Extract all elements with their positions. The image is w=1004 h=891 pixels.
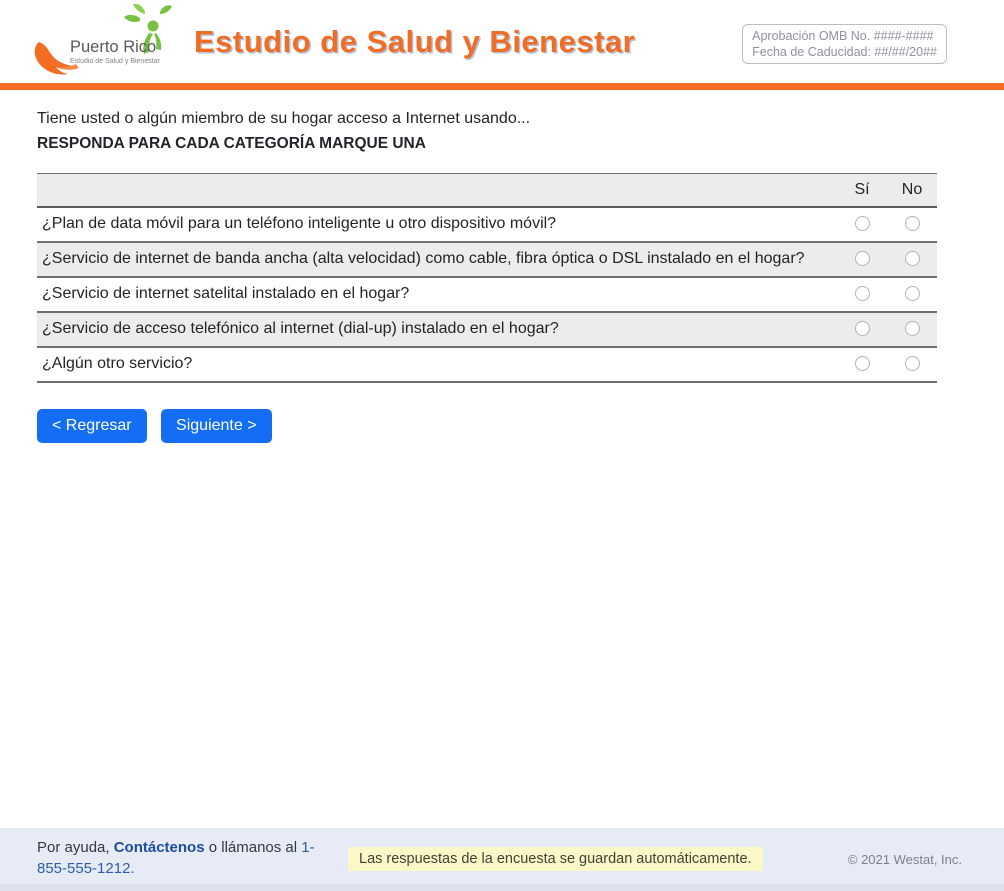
omb-approval-box (742, 24, 947, 64)
page-title: Estudio de Salud y Bienestar (194, 24, 636, 59)
question-table-body (37, 207, 937, 382)
footer-bottom-strip (0, 884, 1004, 891)
survey-content (0, 90, 1004, 443)
radio-si[interactable] (855, 321, 870, 336)
question-instruction: RESPONDA PARA CADA CATEGORÍA MARQUE UNA (37, 135, 426, 152)
table-row (37, 242, 937, 277)
question-table (37, 173, 937, 383)
radio-si[interactable] (855, 216, 870, 231)
logo-text-line1: Puerto Rico (70, 38, 157, 56)
page-footer (0, 828, 1004, 884)
help-middle: o llámanos al (204, 839, 302, 856)
row-question-label: ¿Algún otro servicio? (37, 347, 837, 382)
radio-no[interactable] (905, 216, 920, 231)
autosave-notice: Las respuestas de la encuesta se guardan automáticamente. (348, 847, 763, 871)
table-row (37, 312, 937, 347)
radio-si[interactable] (855, 356, 870, 371)
radio-no[interactable] (905, 321, 920, 336)
radio-no[interactable] (905, 286, 920, 301)
contact-us-link[interactable]: Contáctenos (113, 839, 205, 856)
radio-si[interactable] (855, 251, 870, 266)
row-question-label: ¿Servicio de acceso telefónico al internet (dial-up) instalado en el hogar? (37, 312, 837, 347)
back-button[interactable]: < Regresar (37, 409, 147, 443)
row-question-label: ¿Plan de data móvil para un teléfono inteligente u otro dispositivo móvil? (37, 207, 837, 242)
radio-no[interactable] (905, 251, 920, 266)
radio-si[interactable] (855, 286, 870, 301)
omb-number: Aprobación OMB No. ####-#### (752, 29, 934, 43)
column-header-si: Sí (837, 174, 887, 207)
copyright-text: © 2021 Westat, Inc. (847, 852, 962, 867)
next-button[interactable]: Siguiente > (161, 409, 272, 443)
row-question-label: ¿Servicio de internet satelital instalado en el hogar? (37, 277, 837, 312)
table-row (37, 277, 937, 312)
puerto-rico-logo (32, 4, 182, 80)
table-row (37, 347, 937, 382)
question-column-header (37, 174, 837, 207)
column-header-no: No (887, 174, 937, 207)
omb-expiration: Fecha de Caducidad: ##/##/20## (752, 45, 937, 59)
row-question-label: ¿Servicio de internet de banda ancha (alta velocidad) como cable, fibra óptica o DSL instalado en el hogar? (37, 242, 837, 277)
phone-link[interactable]: 1-855-555-1212. (37, 839, 315, 877)
table-row (37, 207, 937, 242)
navigation-buttons (37, 409, 967, 443)
radio-no[interactable] (905, 356, 920, 371)
logo-text-line2: Estudio de Salud y Bienestar (70, 58, 160, 65)
help-prefix: Por ayuda, (37, 839, 114, 856)
page-header (0, 0, 1004, 90)
table-header-row (37, 174, 937, 207)
help-text (37, 837, 337, 879)
question-intro: Tiene usted o algún miembro de su hogar acceso a Internet usando... (37, 110, 531, 127)
